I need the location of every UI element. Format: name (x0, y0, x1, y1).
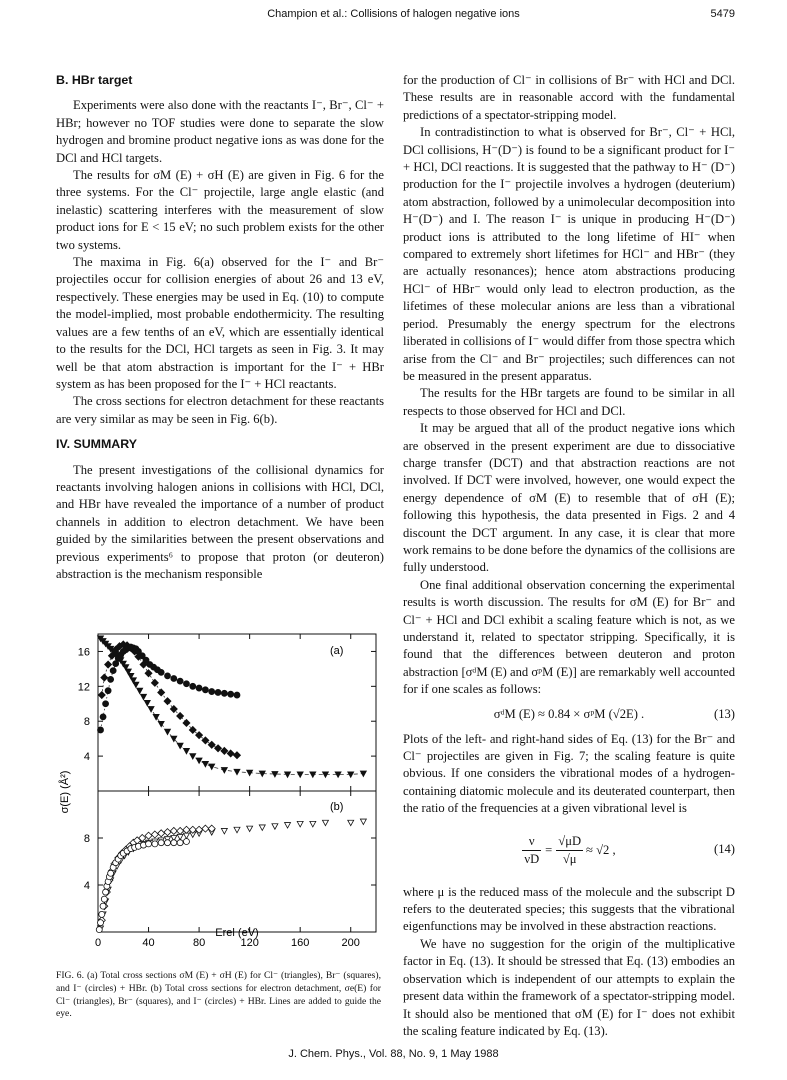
diamond-marker (208, 741, 215, 748)
equation-14-number: (14) (714, 841, 735, 856)
circle-marker (110, 668, 116, 674)
figure-6-plot (56, 632, 384, 949)
summary-paragraph: The present investigations of the collisional dynamics for reactants involving halogen anions in collisions with HCl, DCl, and HBr have revealed the importance of a number of product channels in addition to electron detachment. We have been guided by the similarities between the present observations and previous experiments⁶ to propose that proton (or deuteron) abstraction is the mechanism responsible (56, 462, 384, 581)
diamond-marker (158, 689, 165, 696)
footer-citation: J. Chem. Phys., Vol. 88, No. 9, 1 May 1988 (288, 1048, 499, 1060)
circle-marker (105, 688, 111, 694)
equation-14-lhs (522, 833, 541, 869)
circle-marker (108, 676, 114, 682)
diamond-marker (151, 679, 158, 686)
equation-14: $\frac{\nu}{\nu D}$ = $\frac{√\mu D}{√\mu}$ ≈ √2 , (14) (403, 824, 735, 878)
panel-b-markers (96, 819, 366, 933)
y-tick-label: 4 (83, 751, 90, 764)
circle-marker (99, 911, 105, 917)
triangle-marker (133, 682, 139, 688)
circle-marker (171, 840, 177, 846)
right-column (403, 72, 735, 1040)
triangle-marker (259, 825, 265, 831)
equation-14-rhs-numerator: √μD (556, 833, 583, 851)
diamond-marker (145, 670, 152, 677)
circle-marker (183, 681, 189, 687)
triangle-marker (221, 828, 227, 834)
x-tick-label: 120 (240, 937, 259, 949)
panel-b-ticks (84, 791, 376, 949)
triangle-marker (247, 826, 253, 832)
circle-marker (146, 841, 152, 847)
figure-caption: FIG. 6. (a) Total cross sections σM (E) + σH (E) for Cl⁻ (triangles), Br⁻ (squares), and I⁻ (circles) + HBr. (b) Total cross sections for electron detachment, σe(E) for Cl⁻ (triangles), Br⁻ (squares), and I⁻ (circles) + HBr. Lines are added to guide the eye. (56, 970, 381, 1020)
x-tick-label: 160 (291, 937, 310, 949)
right-paragraph-6: Plots of the left- and right-hand sides of Eq. (13) for the Br⁻ and Cl⁻ projectiles are given in Fig. 7; the scaling feature is quite obvious. If one considers the vibrational modes of a hydrogen-containing diatomic molecule and its deuterated counterpart, then the ratio of the frequencies at a given vibrational level is (403, 731, 735, 816)
section-b-heading: B. HBr target (56, 73, 133, 87)
circle-marker (103, 889, 109, 895)
circle-marker (171, 675, 177, 681)
panel-a-label: (a) (330, 645, 344, 657)
triangle-marker (360, 819, 366, 825)
circle-marker (158, 840, 164, 846)
left-paragraph-4: The cross sections for electron detachment for these reactants are very similar as may be seen in Fig. 6(b). (56, 394, 384, 426)
circle-marker (165, 840, 171, 846)
y-axis-label: σ(E) (Å²) (59, 770, 71, 814)
circle-marker (100, 903, 106, 909)
diamond-marker (164, 829, 171, 836)
circle-marker (177, 840, 183, 846)
triangle-marker (221, 768, 227, 774)
triangle-marker (297, 821, 303, 827)
circle-marker (209, 689, 215, 695)
triangle-marker (190, 754, 196, 760)
triangle-marker (165, 729, 171, 735)
page-number: 5479 (710, 8, 735, 20)
triangle-marker (234, 769, 240, 775)
triangle-marker (310, 821, 316, 827)
diamond-marker (177, 827, 184, 834)
triangle-marker (202, 761, 208, 767)
x-tick-label: 0 (94, 937, 102, 949)
y-tick-label: 12 (77, 681, 90, 694)
diamond-marker (234, 752, 241, 759)
circle-marker (196, 685, 202, 691)
circle-marker (103, 701, 109, 707)
circle-marker (234, 692, 240, 698)
right-paragraph-8: We have no suggestion for the origin of the multiplicative factor in Eq. (13). It should be stressed that Eq. (13) embodies an observation which is independent of our attempts to explain the present data within the framework of a spectator-stripping model. It should also be mentioned that σM (E) for I⁻ does not exhibit the scaling feature indicated by Eq. (13). (403, 936, 735, 1038)
triangle-marker (140, 694, 146, 700)
triangle-marker (234, 827, 240, 833)
diamond-marker (105, 661, 112, 668)
triangle-marker (348, 820, 354, 826)
diamond-marker (151, 831, 158, 838)
summary-heading: IV. SUMMARY (56, 437, 138, 452)
circle-marker (183, 839, 189, 845)
equation-14-rhs-denominator: √μ (562, 852, 577, 867)
equation-13-number: (13) (714, 706, 735, 721)
right-paragraph-4: It may be argued that all of the product negative ions which are observed in the present experiment are due to dissociative charge transfer (DCT) and that abstraction reactions are not involved. If DCT were involved, however, one would expect the energy dependence of σM (E) to resemble that of σH (E); following this hypothesis, the data presented in Figs. 2 and 4 discount the DCT argument. In any case, it is clear that more work remains to be done before the dynamics of the collisions are fully understood. (403, 421, 735, 575)
triangle-marker (183, 833, 189, 839)
running-title: Champion et al.: Collisions of halogen negative ions (267, 8, 520, 20)
diamond-marker (158, 830, 165, 837)
diamond-marker (98, 692, 105, 699)
circle-marker (158, 669, 164, 675)
right-paragraph-2: In contradistinction to what is observed for Br⁻, Cl⁻ + HCl, DCl collisions, H⁻(D⁻) is found to be a significant product for I⁻ + HCl, DCl reactions. It is suggested that the pathway to H⁻ (D⁻) production for the I⁻ projectile involves a hydrogen (deuterium) atom abstraction, followed by a unimolecular decomposition into H⁻(D⁻) and I. The reason I⁻ is unique in producing H⁻(D⁻) product ions is attributed to the long lifetime of HI⁻ when compared to extremely short lifetimes for HCl⁻ and HBr⁻ (they are actually resonances); hence atom abstractions producing HCl⁻ of HBr⁻ would only lead to electron production, as the lifetimes of these molecular anions are less than a vibrational period. Presumably the energy spectrum for the electrons liberated in collisions of I⁻ would differ from those spectra which arise from the Cl⁻ and Br⁻ projectiles; such differences can not be measured in the present apparatus. (403, 125, 735, 383)
triangle-marker (177, 834, 183, 840)
triangle-marker (272, 824, 278, 830)
circle-marker (98, 727, 104, 733)
left-paragraph-3: The maxima in Fig. 6(a) observed for the I⁻ and Br⁻ projectiles occur for collision energies of about 26 and 13 eV, respectively. These energies may be used in Eq. (10) to compute the model-implied, most probable endothermicity. The resulting values are a few tenths of an eV, which are essentially identical to the results for the DCl, HCl targets as seen in Fig. 3. It may well be that atom abstraction is important for the I⁻ + HBr system as has been proposed for the I⁻ + HCl reactants. (56, 255, 384, 391)
y-tick-label: 16 (77, 646, 90, 659)
circle-marker (101, 896, 107, 902)
y-tick-label: 8 (83, 716, 90, 729)
right-paragraph-1: for the production of Cl⁻ in collisions of Br⁻ with HCl and DCl. These results are in reasonable accord with the fundamental predictions of a spectator-stripping model. (403, 73, 735, 122)
circle-marker (221, 690, 227, 696)
triangle-marker (322, 820, 328, 826)
right-paragraph-3: The results for the HBr targets are found to be similar in all respects to those observed for HCl and DCl. (403, 386, 735, 418)
triangle-marker (196, 758, 202, 764)
circle-marker (100, 714, 106, 720)
circle-marker (108, 870, 114, 876)
triangle-marker (183, 748, 189, 754)
diamond-marker (164, 698, 171, 705)
triangle-marker (209, 764, 215, 770)
circle-marker (165, 673, 171, 679)
triangle-marker (153, 714, 159, 720)
y-tick-label: 8 (83, 833, 90, 845)
triangle-marker (144, 700, 150, 706)
equation-14-rhs (556, 833, 583, 869)
x-tick-label: 80 (192, 937, 206, 949)
diamond-marker (101, 674, 108, 681)
x-tick-label: 200 (341, 937, 360, 949)
panel-b-label: (b) (330, 801, 344, 813)
triangle-marker (177, 743, 183, 749)
right-paragraph-7: where μ is the reduced mass of the molecule and the subscript D refers to the deuterated species; this suggests that the vibrational eigenfunctions may be involved in these abstraction reactions. (403, 884, 735, 934)
left-paragraph-1: Experiments were also done with the reactants I⁻, Br⁻, Cl⁻ + HBr; however no TOF studies were done to separate the slow hydrogen and bromine product negative ions as was done for the DCl and HCl targets. (56, 98, 384, 165)
right-paragraph-5: One final additional observation concerning the experimental results is worth discussion. The results for σM (E) for Br⁻ and Cl⁻ + HCl and DCl exhibit a scaling feature which is not, as we understand it, related to spectator stripping. Specifically, it is found that the differences between deuteron and proton abstraction [σᵈM (E) and σᵖM (E)] are remarkably well accounted for if one scales as follows: (403, 577, 735, 697)
left-paragraph-2: The results for σM (E) + σH (E) are given in Fig. 6 for the three systems. For the Cl⁻ projectile, large angle elastic (and inelastic) scattering interferes with the measurement of slow product ions for E < 15 eV; no such problem exists for the other two systems. (56, 168, 384, 252)
triangle-marker (285, 823, 291, 829)
y-tick-label: 4 (83, 880, 90, 892)
circle-marker (96, 927, 102, 933)
figure-6 (56, 632, 384, 949)
equation-14-tail: ≈ √2 , (586, 842, 616, 857)
circle-marker (98, 920, 104, 926)
equation-14-lhs-numerator: ν (522, 833, 541, 851)
triangle-marker (148, 707, 154, 713)
circle-marker (228, 691, 234, 697)
circle-marker (202, 687, 208, 693)
x-axis-label: Erel (eV) (215, 927, 259, 939)
circle-marker (152, 841, 158, 847)
circle-marker (177, 678, 183, 684)
circle-marker (215, 689, 221, 695)
panel-a-markers (98, 636, 367, 778)
equation-14-lhs-denominator: νD (524, 852, 540, 867)
equation-13 (403, 703, 735, 727)
x-tick-label: 40 (142, 937, 155, 949)
left-column (56, 72, 384, 583)
circle-marker (190, 683, 196, 689)
triangle-marker (137, 688, 143, 694)
equation-13-body: σᵈM (E) ≈ 0.84 × σᵖM (√2E) . (493, 706, 645, 721)
